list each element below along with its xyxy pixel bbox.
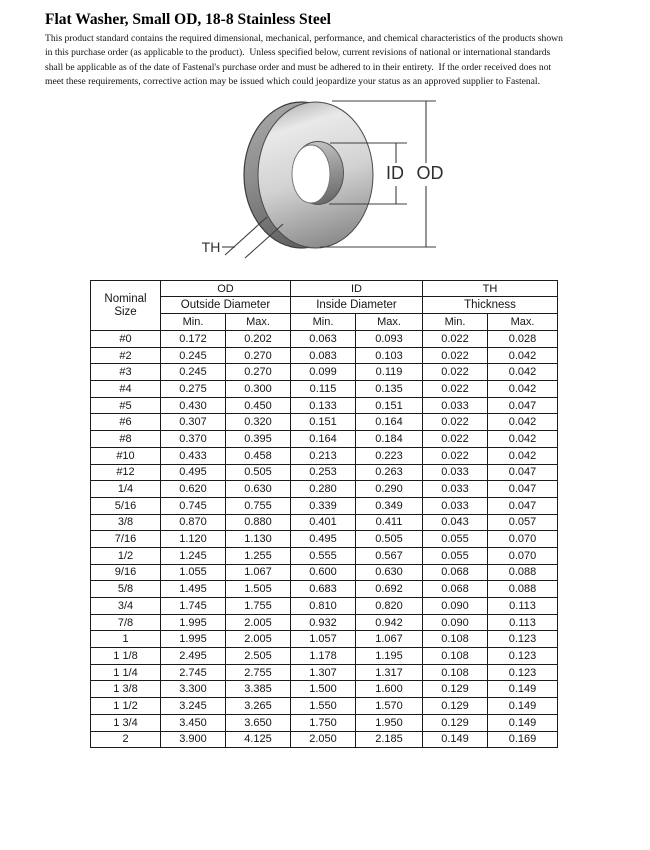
nominal-size-cell: 1 1/8 — [91, 648, 161, 665]
washer-body — [244, 102, 373, 248]
value-cell: 0.042 — [488, 381, 558, 398]
nominal-size-cell: 5/8 — [91, 581, 161, 598]
value-cell: 0.280 — [291, 481, 356, 498]
value-cell: 0.932 — [291, 614, 356, 631]
od-dimension-label: OD — [416, 163, 444, 183]
value-cell: 0.245 — [161, 364, 226, 381]
value-cell: 0.683 — [291, 581, 356, 598]
nominal-size-cell: 9/16 — [91, 564, 161, 581]
value-cell: 0.149 — [423, 731, 488, 748]
value-cell: 0.433 — [161, 447, 226, 464]
value-cell: 2.755 — [226, 664, 291, 681]
col-group-th: TH — [423, 281, 558, 297]
value-cell: 0.022 — [423, 347, 488, 364]
value-cell: 1.307 — [291, 664, 356, 681]
value-cell: 0.275 — [161, 381, 226, 398]
nominal-size-cell: #0 — [91, 331, 161, 348]
value-cell: 0.129 — [423, 714, 488, 731]
value-cell: 2.505 — [226, 648, 291, 665]
value-cell: 0.042 — [488, 447, 558, 464]
intro-line-3: shall be applicable as of the date of Fastenal's purchase order and must be adhered to in their entirety. If the order received does not — [45, 61, 552, 73]
value-cell: 1.750 — [291, 714, 356, 731]
value-cell: 0.113 — [488, 598, 558, 615]
table-row — [91, 598, 558, 615]
col-header-id-max: Max. — [356, 314, 423, 331]
washer-diagram — [195, 92, 455, 264]
col-header-nominal-size: Nominal Size — [91, 281, 161, 331]
value-cell: 0.349 — [356, 497, 423, 514]
value-cell: 0.063 — [291, 331, 356, 348]
value-cell: 1.495 — [161, 581, 226, 598]
table-row — [91, 648, 558, 665]
value-cell: 0.505 — [356, 531, 423, 548]
value-cell: 0.202 — [226, 331, 291, 348]
value-cell: 0.133 — [291, 397, 356, 414]
value-cell: 0.620 — [161, 481, 226, 498]
value-cell: 0.129 — [423, 698, 488, 715]
value-cell: 1.195 — [356, 648, 423, 665]
table-row — [91, 414, 558, 431]
intro-line-1: This product standard contains the required dimensional, mechanical, performance, and chemical characteristics of the products shown — [45, 33, 563, 44]
value-cell: 1.505 — [226, 581, 291, 598]
value-cell: 0.055 — [423, 547, 488, 564]
id-dimension-label: ID — [386, 163, 404, 183]
value-cell: 0.088 — [488, 564, 558, 581]
value-cell: 0.033 — [423, 397, 488, 414]
value-cell: 1.745 — [161, 598, 226, 615]
value-cell: 0.300 — [226, 381, 291, 398]
value-cell: 0.033 — [423, 464, 488, 481]
col-group-od-name: Outside Diameter — [161, 297, 291, 314]
value-cell: 3.900 — [161, 731, 226, 748]
nominal-size-cell: 2 — [91, 731, 161, 748]
value-cell: 0.567 — [356, 547, 423, 564]
value-cell: 0.115 — [291, 381, 356, 398]
value-cell: 0.307 — [161, 414, 226, 431]
value-cell: 1.950 — [356, 714, 423, 731]
value-cell: 0.047 — [488, 497, 558, 514]
value-cell: 0.870 — [161, 514, 226, 531]
value-cell: 2.005 — [226, 614, 291, 631]
table-row — [91, 397, 558, 414]
value-cell: 0.942 — [356, 614, 423, 631]
value-cell: 0.088 — [488, 581, 558, 598]
table-row — [91, 364, 558, 381]
value-cell: 1.570 — [356, 698, 423, 715]
value-cell: 0.042 — [488, 364, 558, 381]
value-cell: 2.050 — [291, 731, 356, 748]
value-cell: 1.755 — [226, 598, 291, 615]
value-cell: 0.043 — [423, 514, 488, 531]
value-cell: 0.090 — [423, 614, 488, 631]
th-dimension-label: TH — [201, 239, 221, 255]
value-cell: 0.370 — [161, 431, 226, 448]
value-cell: 0.129 — [423, 681, 488, 698]
value-cell: 0.123 — [488, 631, 558, 648]
value-cell: 0.123 — [488, 664, 558, 681]
value-cell: 2.185 — [356, 731, 423, 748]
col-header-th-max: Max. — [488, 314, 558, 331]
value-cell: 1.255 — [226, 547, 291, 564]
value-cell: 1.120 — [161, 531, 226, 548]
intro-line-2: in this purchase order (as applicable to the product). Unless specified below, current revisions of national or international standards — [45, 47, 551, 59]
value-cell: 0.108 — [423, 664, 488, 681]
value-cell: 0.223 — [356, 447, 423, 464]
value-cell: 0.047 — [488, 464, 558, 481]
value-cell: 0.113 — [488, 614, 558, 631]
value-cell: 0.108 — [423, 631, 488, 648]
value-cell: 3.650 — [226, 714, 291, 731]
nominal-size-cell: 3/4 — [91, 598, 161, 615]
value-cell: 0.169 — [488, 731, 558, 748]
value-cell: 0.172 — [161, 331, 226, 348]
value-cell: 1.067 — [356, 631, 423, 648]
table-row — [91, 731, 558, 748]
value-cell: 0.270 — [226, 347, 291, 364]
value-cell: 1.057 — [291, 631, 356, 648]
table-row — [91, 531, 558, 548]
value-cell: 0.290 — [356, 481, 423, 498]
nominal-size-cell: #10 — [91, 447, 161, 464]
value-cell: 0.055 — [423, 531, 488, 548]
table-row — [91, 714, 558, 731]
value-cell: 1.550 — [291, 698, 356, 715]
table-row — [91, 481, 558, 498]
value-cell: 1.067 — [226, 564, 291, 581]
table-row — [91, 564, 558, 581]
value-cell: 0.820 — [356, 598, 423, 615]
nominal-size-cell: #2 — [91, 347, 161, 364]
table-row — [91, 547, 558, 564]
value-cell: 0.090 — [423, 598, 488, 615]
value-cell: 3.265 — [226, 698, 291, 715]
value-cell: 0.042 — [488, 431, 558, 448]
nominal-size-cell: 1 3/8 — [91, 681, 161, 698]
intro-paragraph — [45, 32, 615, 89]
value-cell: 0.430 — [161, 397, 226, 414]
nominal-size-cell: 7/8 — [91, 614, 161, 631]
table-row — [91, 497, 558, 514]
value-cell: 3.385 — [226, 681, 291, 698]
value-cell: 1.600 — [356, 681, 423, 698]
value-cell: 0.083 — [291, 347, 356, 364]
value-cell: 0.135 — [356, 381, 423, 398]
washer-table-body — [91, 331, 558, 748]
table-row — [91, 431, 558, 448]
value-cell: 0.164 — [356, 414, 423, 431]
value-cell: 2.495 — [161, 648, 226, 665]
value-cell: 0.047 — [488, 397, 558, 414]
value-cell: 0.151 — [356, 397, 423, 414]
value-cell: 0.458 — [226, 447, 291, 464]
value-cell: 0.630 — [226, 481, 291, 498]
value-cell: 1.130 — [226, 531, 291, 548]
nominal-size-cell: 1/2 — [91, 547, 161, 564]
col-group-id: ID — [291, 281, 423, 297]
page-title: Flat Washer, Small OD, 18-8 Stainless Steel — [45, 11, 331, 28]
value-cell: 0.745 — [161, 497, 226, 514]
table-row — [91, 514, 558, 531]
nominal-size-cell: #6 — [91, 414, 161, 431]
value-cell: 0.184 — [356, 431, 423, 448]
nominal-size-cell: 1 3/4 — [91, 714, 161, 731]
value-cell: 1.317 — [356, 664, 423, 681]
value-cell: 3.245 — [161, 698, 226, 715]
col-header-id-min: Min. — [291, 314, 356, 331]
value-cell: 0.263 — [356, 464, 423, 481]
value-cell: 0.149 — [488, 698, 558, 715]
nominal-size-cell: #12 — [91, 464, 161, 481]
nominal-size-cell: #4 — [91, 381, 161, 398]
value-cell: 2.005 — [226, 631, 291, 648]
value-cell: 0.320 — [226, 414, 291, 431]
value-cell: 1.055 — [161, 564, 226, 581]
nominal-size-cell: 1 1/4 — [91, 664, 161, 681]
col-header-od-max: Max. — [226, 314, 291, 331]
value-cell: 0.068 — [423, 564, 488, 581]
value-cell: 0.022 — [423, 447, 488, 464]
value-cell: 1.178 — [291, 648, 356, 665]
nominal-size-cell: #8 — [91, 431, 161, 448]
washer-spec-table — [90, 280, 558, 748]
value-cell: 2.745 — [161, 664, 226, 681]
value-cell: 0.022 — [423, 431, 488, 448]
value-cell: 0.151 — [291, 414, 356, 431]
col-header-th-min: Min. — [423, 314, 488, 331]
value-cell: 0.042 — [488, 347, 558, 364]
value-cell: 0.270 — [226, 364, 291, 381]
value-cell: 0.033 — [423, 497, 488, 514]
col-group-th-name: Thickness — [423, 297, 558, 314]
table-row — [91, 581, 558, 598]
value-cell: 0.555 — [291, 547, 356, 564]
value-cell: 0.505 — [226, 464, 291, 481]
value-cell: 0.450 — [226, 397, 291, 414]
value-cell: 0.411 — [356, 514, 423, 531]
value-cell: 0.119 — [356, 364, 423, 381]
nominal-size-cell: 1 — [91, 631, 161, 648]
value-cell: 0.880 — [226, 514, 291, 531]
table-row — [91, 664, 558, 681]
nominal-size-cell: 7/16 — [91, 531, 161, 548]
value-cell: 0.099 — [291, 364, 356, 381]
table-row — [91, 347, 558, 364]
value-cell: 4.125 — [226, 731, 291, 748]
nominal-size-cell: 5/16 — [91, 497, 161, 514]
value-cell: 0.600 — [291, 564, 356, 581]
value-cell: 0.245 — [161, 347, 226, 364]
value-cell: 0.395 — [226, 431, 291, 448]
value-cell: 0.103 — [356, 347, 423, 364]
value-cell: 0.810 — [291, 598, 356, 615]
nominal-size-cell: 1 1/2 — [91, 698, 161, 715]
value-cell: 3.450 — [161, 714, 226, 731]
table-row — [91, 631, 558, 648]
col-group-id-name: Inside Diameter — [291, 297, 423, 314]
table-row — [91, 464, 558, 481]
value-cell: 0.630 — [356, 564, 423, 581]
value-cell: 1.995 — [161, 614, 226, 631]
value-cell: 0.070 — [488, 531, 558, 548]
value-cell: 0.033 — [423, 481, 488, 498]
value-cell: 0.022 — [423, 364, 488, 381]
table-row — [91, 447, 558, 464]
value-cell: 0.068 — [423, 581, 488, 598]
value-cell: 1.500 — [291, 681, 356, 698]
value-cell: 0.028 — [488, 331, 558, 348]
table-row — [91, 698, 558, 715]
value-cell: 0.070 — [488, 547, 558, 564]
value-cell: 0.253 — [291, 464, 356, 481]
table-row — [91, 681, 558, 698]
document-header — [45, 11, 615, 89]
value-cell: 0.164 — [291, 431, 356, 448]
value-cell: 0.042 — [488, 414, 558, 431]
table-row — [91, 381, 558, 398]
value-cell: 0.022 — [423, 381, 488, 398]
table-row — [91, 331, 558, 348]
value-cell: 0.401 — [291, 514, 356, 531]
col-group-od: OD — [161, 281, 291, 297]
value-cell: 0.755 — [226, 497, 291, 514]
spec-table-section — [90, 280, 558, 748]
value-cell: 0.057 — [488, 514, 558, 531]
value-cell: 0.692 — [356, 581, 423, 598]
value-cell: 0.108 — [423, 648, 488, 665]
value-cell: 0.495 — [291, 531, 356, 548]
value-cell: 1.995 — [161, 631, 226, 648]
nominal-size-cell: #3 — [91, 364, 161, 381]
value-cell: 0.149 — [488, 714, 558, 731]
value-cell: 0.047 — [488, 481, 558, 498]
value-cell: 3.300 — [161, 681, 226, 698]
table-row — [91, 614, 558, 631]
nominal-size-cell: 3/8 — [91, 514, 161, 531]
value-cell: 0.339 — [291, 497, 356, 514]
th-leader-line-1 — [225, 217, 267, 255]
value-cell: 0.022 — [423, 331, 488, 348]
value-cell: 0.495 — [161, 464, 226, 481]
value-cell: 1.245 — [161, 547, 226, 564]
value-cell: 0.093 — [356, 331, 423, 348]
nominal-size-cell: 1/4 — [91, 481, 161, 498]
value-cell: 0.022 — [423, 414, 488, 431]
nominal-size-cell: #5 — [91, 397, 161, 414]
col-header-od-min: Min. — [161, 314, 226, 331]
intro-line-4: meet these requirements, corrective action may be issued which could jeopardize your status as an approved supplier to Fastenal. — [45, 75, 540, 87]
value-cell: 0.213 — [291, 447, 356, 464]
value-cell: 0.123 — [488, 648, 558, 665]
value-cell: 0.149 — [488, 681, 558, 698]
washer-illustration — [195, 92, 455, 264]
